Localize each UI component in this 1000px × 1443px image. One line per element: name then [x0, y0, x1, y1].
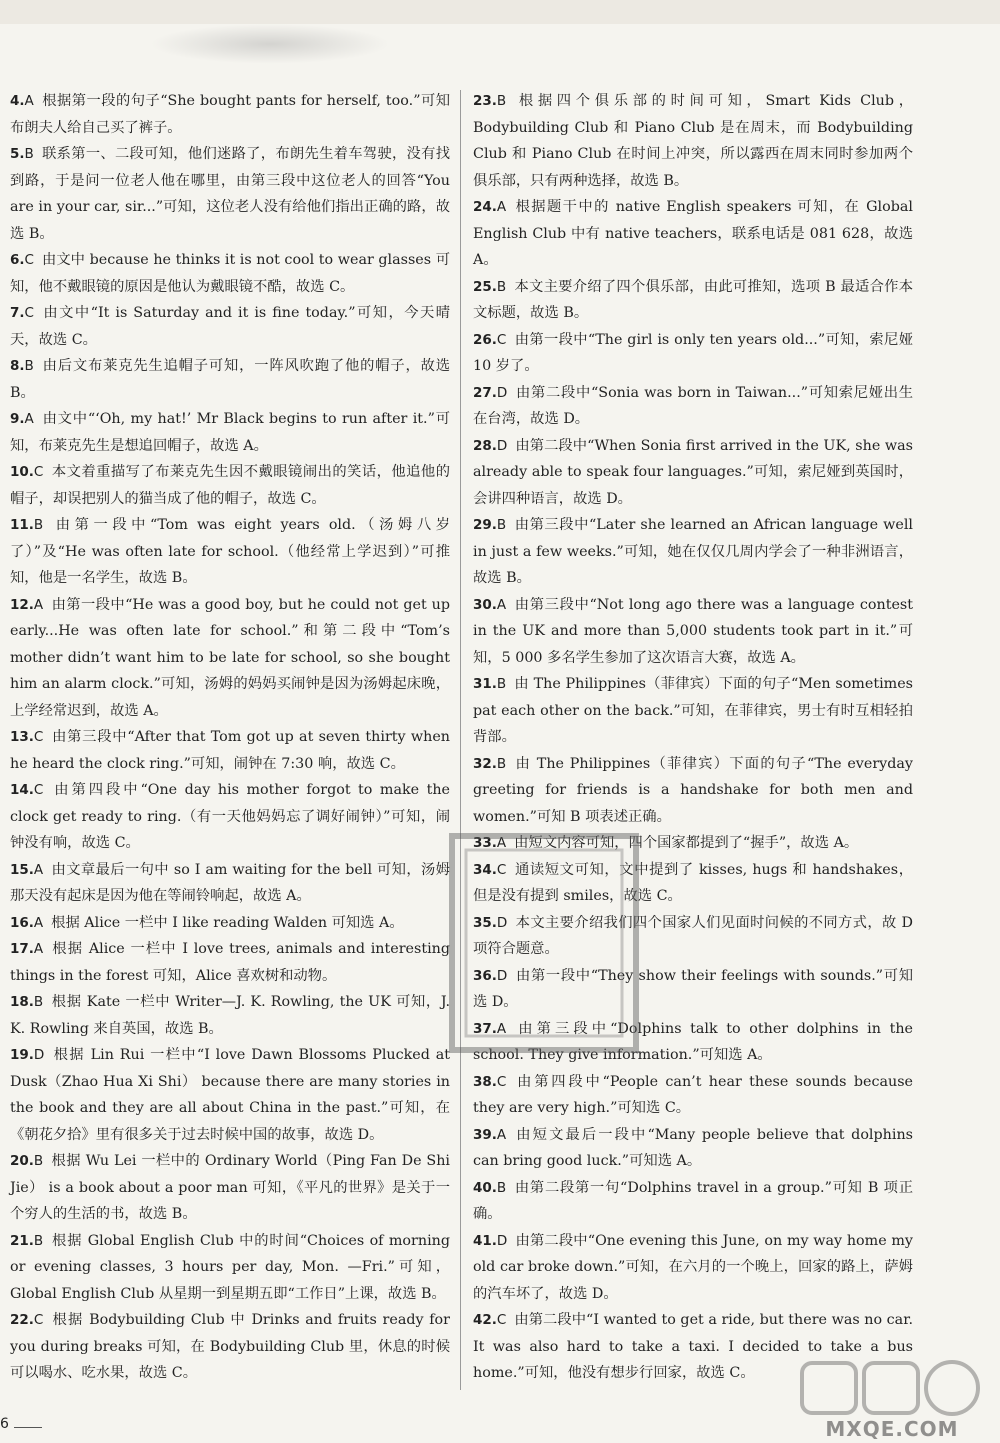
answer-letter: C — [33, 464, 44, 480]
answer-letter: D — [33, 1047, 45, 1063]
explanation-text: 根据四个俱乐部的时间可知，Smart Kids Club，Bodybuilding Club 和 Piano Club 是在周末，而 Bodybuilding Club 和 Piano Club 在时间上冲突，所以露西在周末同时参加两个俱乐部，只有两种选择，故选 B。 — [473, 93, 913, 189]
answer-item — [10, 777, 450, 857]
answer-letter: C — [33, 782, 44, 798]
answer-item — [473, 830, 913, 857]
answer-item — [473, 194, 913, 274]
answer-letter: C — [496, 1312, 507, 1328]
explanation-text: 由短文最后一段中“Many people believe that dolphins can bring good luck.”可知选 A。 — [473, 1126, 913, 1169]
explanation-text: 根据 Lin Rui 一栏中“I love Dawn Blossoms Plucked at Dusk（Zhao Hua Xi Shi） because there are many stories in the book and they are all about China in the past.”可知，在《朝花夕拾》里有很多关于过去时候中国的故事，故选 D。 — [10, 1047, 450, 1143]
explanation-text: 由文中“It is Saturday and it is fine today.”可知，今天晴天，故选 C。 — [10, 305, 450, 348]
answer-letter: A — [496, 1020, 507, 1037]
answer-item — [10, 989, 450, 1042]
question-number: 10. — [10, 464, 34, 480]
answer-letter: A — [33, 941, 44, 957]
explanation-text: 由短文内容可知，四个国家都提到了“握手”，故选 A。 — [514, 835, 859, 851]
answer-item — [473, 1122, 913, 1175]
question-number: 34. — [473, 861, 497, 878]
answer-letter: C — [496, 861, 507, 878]
answer-item — [10, 459, 450, 512]
answer-letter: D — [496, 384, 508, 401]
explanation-text: 本文着重描写了布莱克先生因不戴眼镜闹出的笑话，他追他的帽子，却误把别人的猫当成了他的帽子，故选 C。 — [10, 464, 450, 507]
answer-letter: C — [496, 331, 507, 348]
explanation-text: 由第二段中“I wanted to get a ride, but there was no car. It was also hard to take a taxi. I decided to take a bus home.”可知，他没有想步行回家，故选 C。 — [473, 1312, 913, 1381]
answer-letter: B — [33, 994, 44, 1010]
answer-item — [473, 1016, 913, 1069]
answer-item — [473, 380, 913, 433]
question-number: 4. — [10, 93, 25, 109]
answer-item — [10, 724, 450, 777]
answer-letter: A — [496, 199, 507, 215]
answer-item — [473, 512, 913, 592]
answer-item — [473, 751, 913, 831]
explanation-text: 根据第一段的句子“She bought pants for herself, too.”可知布朗夫人给自己买了裤子。 — [10, 93, 450, 136]
answer-item — [10, 1148, 450, 1228]
explanation-text: 联系第一、二段可知，他们迷路了，布朗先生着车驾驶，没有找到路，于是问一位老人他在哪里，由第三段中这位老人的回答“You are in your car, sir...”可知，这位老人没有给他们指出正确的路，故选 B。 — [10, 146, 450, 242]
left-column — [10, 88, 450, 1387]
answer-item — [473, 1228, 913, 1308]
answer-letter: D — [496, 967, 508, 984]
question-number: 22. — [10, 1312, 34, 1328]
question-number: 24. — [473, 199, 497, 215]
answer-item — [10, 141, 450, 247]
answer-letter: B — [33, 1232, 44, 1249]
scan-shadow — [150, 24, 390, 64]
explanation-text: 由第一段中“He was a good boy, but he could not get up early...He was often late for school.”和第二段中“Tom’s mother didn’t want him to be late for school, so she bought him an alarm clock.”可知，汤姆的妈妈买闹钟是因为汤姆起床晚，上学经常迟到，故选 A。 — [10, 596, 450, 719]
explanation-text: 由第四段中“People can’t hear these sounds because they are very high.”可知选 C。 — [473, 1073, 913, 1116]
answer-letter: A — [33, 914, 44, 931]
page-number-rule — [14, 1427, 42, 1428]
explanation-text: 由后文布莱克先生追帽子可知，一阵风吹跑了他的帽子，故选 B。 — [10, 358, 450, 401]
question-number: 19. — [10, 1047, 34, 1063]
question-number: 25. — [473, 278, 497, 295]
explanation-text: 由第三段中“Not long ago there was a language contest in the UK and more than 5,000 students took part in it.”可知，5 000 多名学生参加了这次语言大赛，故选 A。 — [473, 596, 913, 666]
answer-item — [10, 936, 450, 989]
answer-item — [10, 353, 450, 406]
question-number: 9. — [10, 411, 25, 427]
answer-letter: B — [496, 93, 507, 109]
explanation-text: 根据 Global English Club 中的时间“Choices of morning or evening classes, 3 hours per day, Mon. —Fri.”可知，Global English Club 从星期一到星期五即“工作日”上课，故选 B。 — [10, 1232, 450, 1302]
answer-letter: A — [33, 861, 44, 878]
question-number: 30. — [473, 596, 497, 613]
answer-letter: A — [496, 835, 507, 851]
answer-letter: C — [496, 1073, 507, 1090]
answer-item — [10, 857, 450, 910]
question-number: 29. — [473, 517, 497, 533]
answer-letter: B — [496, 1179, 507, 1196]
question-number: 39. — [473, 1126, 497, 1143]
answer-item — [10, 1042, 450, 1148]
question-number: 33. — [473, 835, 497, 851]
answer-letter: A — [496, 1126, 507, 1143]
explanation-text: 由 The Philippines（菲律宾）下面的句子“The everyday greeting for friends is a handshake for both men and women.”可知 B 项表述正确。 — [473, 755, 913, 825]
explanation-text: 由 The Philippines（菲律宾）下面的句子“Men sometimes pat each other on the back.”可知，在菲律宾，男士有时互相轻拍背部。 — [473, 676, 913, 745]
question-number: 16. — [10, 914, 34, 931]
question-number: 18. — [10, 994, 34, 1010]
page-number: 6 — [0, 1416, 9, 1432]
answer-letter: B — [24, 358, 34, 374]
explanation-text: 根据 Kate 一栏中 Writer—J. K. Rowling, the UK 可知，J. K. Rowling 来自英国，故选 B。 — [10, 994, 450, 1037]
answer-letter: D — [496, 437, 508, 454]
answer-item — [10, 88, 450, 141]
answer-item — [10, 300, 450, 353]
question-number: 15. — [10, 861, 34, 878]
explanation-text: 根据 Alice 一栏中 I love trees, animals and interesting things in the forest 可知，Alice 喜欢树和动物。 — [10, 941, 450, 984]
question-number: 23. — [473, 93, 497, 109]
question-number: 8. — [10, 358, 25, 374]
explanation-text: 根据 Alice 一栏中 I like reading Walden 可知选 A。 — [51, 914, 404, 931]
answer-letter: B — [33, 517, 44, 533]
question-number: 7. — [10, 305, 25, 321]
answer-item — [473, 327, 913, 380]
answer-letter: B — [496, 517, 507, 533]
question-number: 12. — [10, 596, 34, 613]
explanation-text: 由第三段中“Dolphins talk to other dolphins in the school. They give information.”可知选 A。 — [473, 1020, 913, 1063]
explanation-text: 由文章最后一句中 so I am waiting for the bell 可知，汤姆那天没有起床是因为他在等闹铃响起，故选 A。 — [10, 861, 450, 904]
question-number: 36. — [473, 967, 497, 984]
answer-item — [473, 671, 913, 751]
answer-item — [10, 1307, 450, 1387]
answer-item — [473, 88, 913, 194]
column-divider — [460, 90, 461, 1390]
question-number: 31. — [473, 676, 497, 692]
question-number: 40. — [473, 1179, 497, 1196]
question-number: 20. — [10, 1153, 34, 1169]
answer-item — [10, 512, 450, 592]
explanation-text: 根据 Wu Lei 一栏中的 Ordinary World（Ping Fan De Shi Jie） is a book about a poor man 可知，《平凡的世界》是关于一个穷人的生活的书，故选 B。 — [10, 1153, 450, 1222]
answer-item — [10, 406, 450, 459]
explanation-text: 由文中 because he thinks it is not cool to wear glasses 可知，他不戴眼镜的原因是他认为戴眼镜不酷，故选 C。 — [10, 252, 450, 295]
explanation-text: 本文主要介绍我们四个国家人们见面时问候的不同方式，故 D 项符合题意。 — [473, 914, 913, 957]
question-number: 28. — [473, 437, 497, 454]
watermark-text: MXQE.COM — [825, 1417, 959, 1441]
page — [0, 24, 1000, 1443]
question-number: 14. — [10, 782, 34, 798]
explanation-text: 本文主要介绍了四个俱乐部，由此可推知，选项 B 最适合作本文标题，故选 B。 — [473, 278, 913, 321]
explanation-text: 由文中“‘Oh, my hat!’ Mr Black begins to run after it.”可知，布莱克先生是想追回帽子，故选 A。 — [10, 411, 450, 454]
answer-letter: B — [24, 146, 34, 162]
question-number: 21. — [10, 1232, 34, 1249]
answer-item — [473, 433, 913, 513]
answer-letter: C — [33, 729, 44, 745]
answer-item — [473, 274, 913, 327]
explanation-text: 由第二段第一句“Dolphins travel in a group.”可知 B 项正确。 — [473, 1179, 913, 1222]
answer-letter: C — [33, 1312, 44, 1328]
answer-item — [10, 592, 450, 725]
question-number: 38. — [473, 1073, 497, 1090]
question-number: 6. — [10, 252, 25, 268]
explanation-text: 由第三段中“Later she learned an African language well in just a few weeks.”可知，她在仅仅几周内学会了一种非洲语言，故选 B。 — [473, 517, 913, 586]
question-number: 13. — [10, 729, 34, 745]
answer-item — [473, 857, 913, 910]
answer-item — [10, 910, 450, 937]
explanation-text: 根据 Bodybuilding Club 中 Drinks and fruits ready for you during breaks 可知，在 Bodybuilding Club 里，休息的时候可以喝水、吃水果，故选 C。 — [10, 1312, 450, 1381]
question-number: 27. — [473, 384, 497, 401]
question-number: 41. — [473, 1232, 497, 1249]
answer-letter: D — [496, 914, 508, 931]
question-number: 11. — [10, 517, 34, 533]
right-column — [473, 88, 913, 1387]
explanation-text: 由第二段中“Sonia was born in Taiwan...”可知索尼娅出生在台湾，故选 D。 — [473, 384, 913, 427]
explanation-text: 由第四段中“One day his mother forgot to make the clock get ready to ring.（有一天他妈妈忘了调好闹钟）”可知，闹钟没有响，故选 C。 — [10, 782, 450, 851]
answer-letter: A — [33, 596, 44, 613]
answer-item — [473, 1307, 913, 1387]
explanation-text: 由第一段中“They show their feelings with sounds.”可知选 D。 — [473, 967, 913, 1010]
question-number: 5. — [10, 146, 25, 162]
answer-item — [10, 247, 450, 300]
answer-item — [473, 1175, 913, 1228]
answer-letter: A — [24, 93, 34, 109]
answer-item — [473, 963, 913, 1016]
answer-letter: A — [24, 411, 34, 427]
explanation-text: 由第一段中“The girl is only ten years old...”可知，索尼娅 10 岁了。 — [473, 331, 913, 374]
explanation-text: 由第二段中“One evening this June, on my way home my old car broke down.”可知，在六月的一个晚上，回家的路上，萨姆的汽车坏了，故选 D。 — [473, 1232, 913, 1302]
answer-letter: B — [496, 755, 507, 772]
answer-item — [473, 592, 913, 672]
answer-letter: B — [496, 676, 507, 692]
answer-letter: C — [24, 252, 34, 268]
answer-letter: C — [24, 305, 34, 321]
answer-letter: D — [496, 1232, 508, 1249]
answer-item — [473, 910, 913, 963]
explanation-text: 通读短文可知，文中提到了 kisses, hugs 和 handshakes，但是没有提到 smiles，故选 C。 — [473, 861, 913, 904]
answer-letter: B — [33, 1153, 44, 1169]
explanation-text: 由第一段中“Tom was eight years old.（汤姆八岁了）”及“He was often late for school.（他经常上学迟到）”可推知，他是一名学生，故选 B。 — [10, 517, 450, 586]
question-number: 26. — [473, 331, 497, 348]
question-number: 17. — [10, 941, 34, 957]
answer-letter: B — [496, 278, 507, 295]
question-number: 32. — [473, 755, 497, 772]
question-number: 35. — [473, 914, 497, 931]
question-number: 37. — [473, 1020, 497, 1037]
answer-letter: A — [496, 596, 507, 613]
answer-item — [10, 1228, 450, 1308]
answer-item — [473, 1069, 913, 1122]
question-number: 42. — [473, 1312, 497, 1328]
explanation-text: 由第二段中“When Sonia first arrived in the UK, she was already able to speak four languages.”可知，索尼娅到英国时，会讲四种语言，故选 D。 — [473, 437, 913, 507]
explanation-text: 由第三段中“After that Tom got up at seven thirty when he heard the clock ring.”可知，闹钟在 7:30 响，故选 C。 — [10, 729, 450, 772]
explanation-text: 根据题干中的 native English speakers 可知，在 Global English Club 中有 native teachers，联系电话是 081 628，故选 A。 — [473, 199, 913, 268]
